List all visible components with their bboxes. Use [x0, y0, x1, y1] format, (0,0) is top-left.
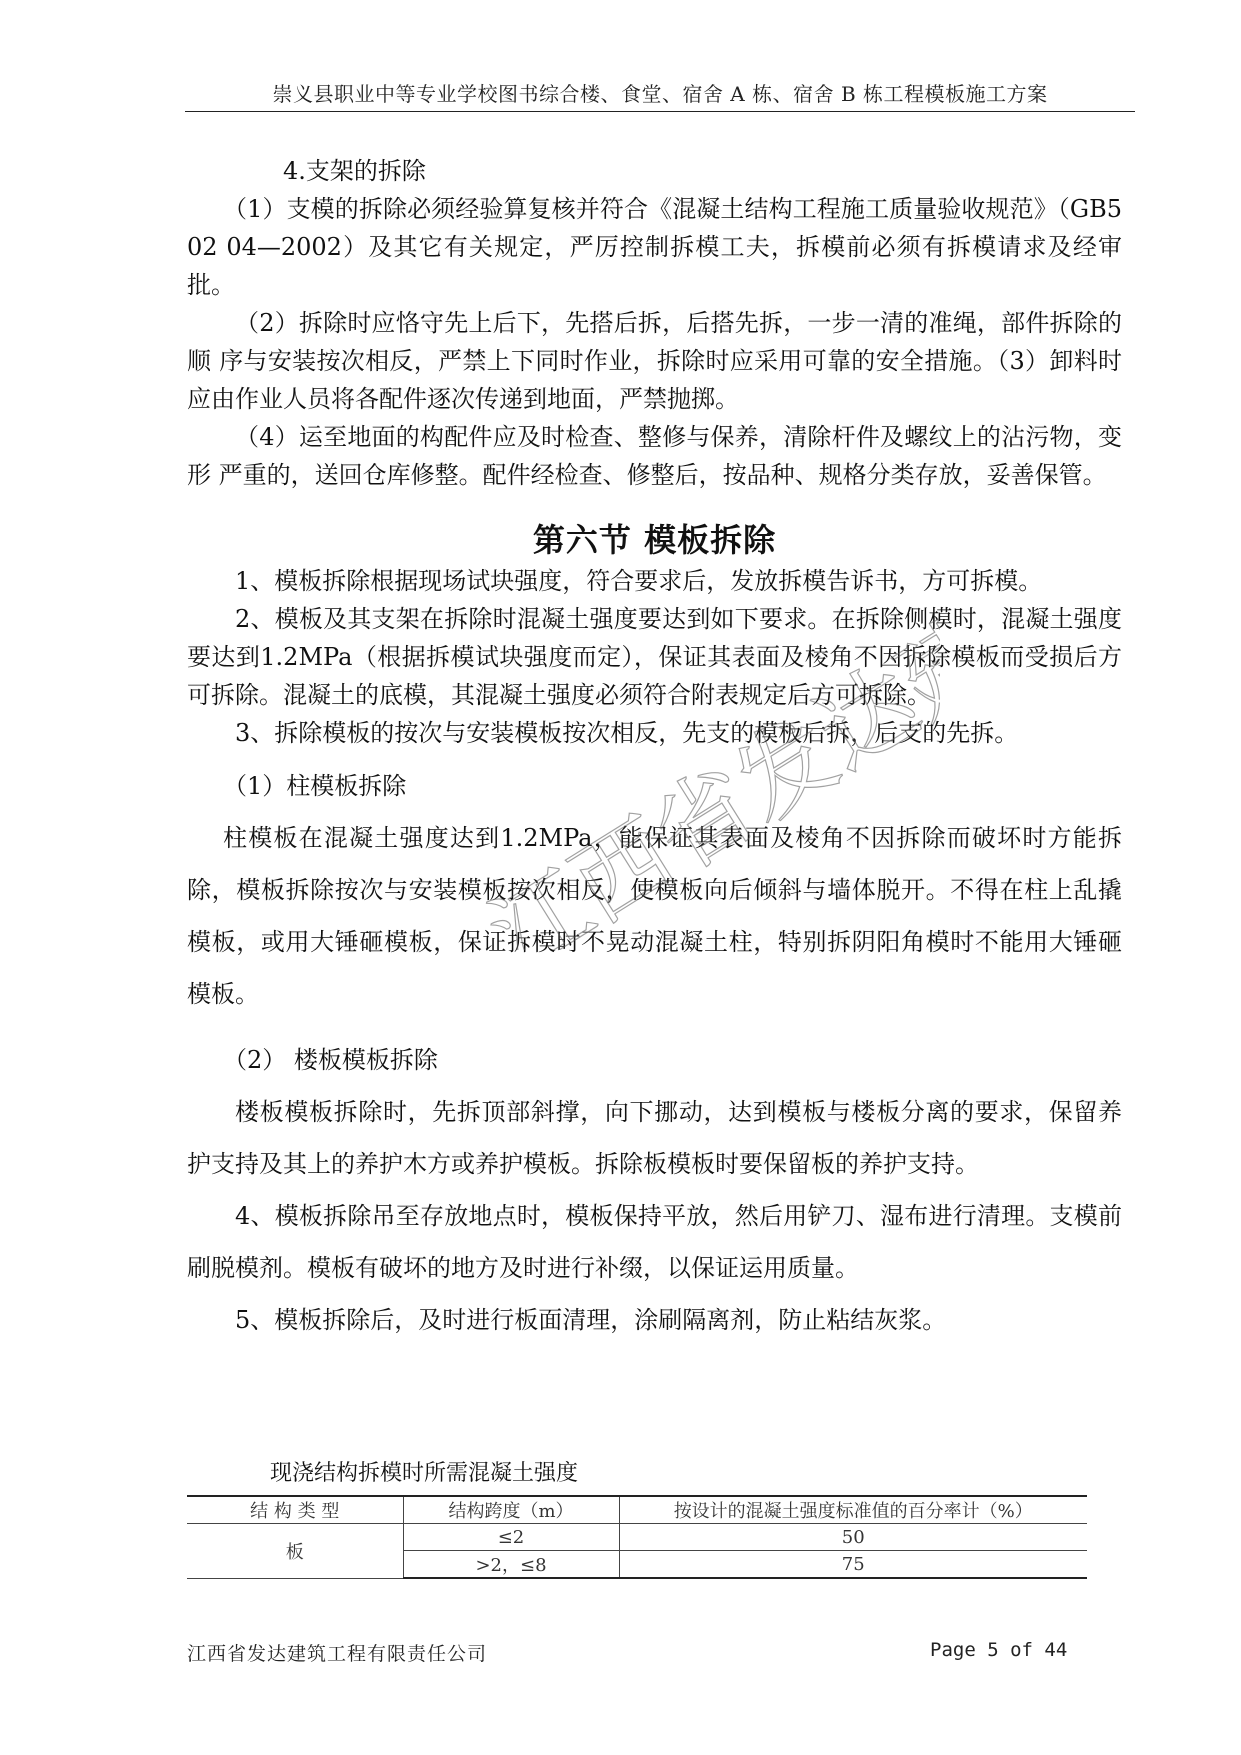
table-cell: ≤2 — [403, 1524, 619, 1551]
table-cell: >2，≤8 — [403, 1551, 619, 1579]
paragraph-3: （4）运至地面的构配件应及时检查、整修与保养，清除杆件及螺纹上的沾污物，变形 严重的，送回仓库修整。配件经检查、修整后，按品种、规格分类存放，妥善保管。 — [187, 423, 1122, 489]
slab-form-heading: （2） 楼板模板拆除 — [223, 1046, 438, 1074]
paragraph-2: （2）拆除时应恪守先上后下，先搭后拆，后搭先拆，一步一清的准绳，部件拆除的顺 序与安装按次相反，严禁上下同时作业，拆除时应采用可靠的安全措施。（3）卸料时应由作业人员将各配件逐次传递到地面，严禁抛掷。 — [187, 309, 1122, 413]
footer-company: 江西省发达建筑工程有限责任公司 — [187, 1643, 488, 1665]
page-header: 崇义县职业中等专业学校图书综合楼、食堂、宿舍 A 栋、宿舍 B 栋工程模板施工方案 — [272, 82, 1048, 106]
footer-page-number: Page 5 of 44 — [930, 1639, 1068, 1661]
table-header-cell: 按设计的混凝土强度标准值的百分率计（%） — [619, 1496, 1087, 1524]
paragraph-1: （1）支模的拆除必须经验算复核并符合《混凝土结构工程施工质量验收规范》（GB502 04—2002）及其它有关规定，严厉控制拆模工夫，拆模前必须有拆模请求及经审批。 — [187, 195, 1122, 299]
table-cell: 50 — [619, 1524, 1087, 1551]
slab-form-text: 楼板模板拆除时，先拆顶部斜撑，向下挪动，达到模板与楼板分离的要求，保留养护支持及其上的养护木方或养护模板。拆除板模板时要保留板的养护支持。 — [187, 1098, 1122, 1178]
table-row — [187, 1524, 1087, 1551]
table-cell: 75 — [619, 1551, 1087, 1579]
section-item-2: 2、模板及其支架在拆除时混凝土强度要达到如下要求。在拆除侧模时，混凝土强度要达到1.2MPa（根据拆模试块强度而定），保证其表面及棱角不因拆除模板而受损后方可拆除。混凝土的底模，其混凝土强度必须符合附表规定后方可拆除。 — [187, 605, 1122, 709]
section-item-4: 4、模板拆除吊至存放地点时，模板保持平放，然后用铲刀、湿布进行清理。支模前刷脱模剂。模板有破坏的地方及时进行补缀，以保证运用质量。 — [187, 1202, 1122, 1282]
table-header-cell: 结 构 类 型 — [187, 1496, 403, 1524]
section-item-1: 1、模板拆除根据现场试块强度，符合要求后，发放拆模告诉书，方可拆模。 — [235, 567, 1043, 595]
table-cell: 板 — [187, 1524, 403, 1579]
document-body — [187, 152, 1122, 1346]
section-item-5: 5、模板拆除后，及时进行板面清理，涂刷隔离剂，防止粘结灰浆。 — [235, 1306, 947, 1334]
table-header-cell: 结构跨度（m） — [403, 1496, 619, 1524]
table-caption: 现浇结构拆模时所需混凝土强度 — [270, 1461, 579, 1486]
strength-table — [187, 1495, 1087, 1579]
section-title: 第六节 模板拆除 — [532, 521, 777, 559]
subheading-support-removal: 4.支架的拆除 — [283, 157, 426, 185]
header-rule — [185, 111, 1135, 112]
column-form-text: 柱模板在混凝土强度达到1.2MPa，能保证其表面及棱角不因拆除而破坏时方能拆除，模板拆除按次与安装模板按次相反，使模板向后倾斜与墙体脱开。不得在柱上乱撬模板，或用大锤砸模板，保证拆模时不晃动混凝土柱，特别拆阴阳角模时不能用大锤砸模板。 — [187, 824, 1122, 1008]
column-form-heading: （1）柱模板拆除 — [223, 772, 407, 800]
watermark-text: 江西省发达建筑 — [471, 610, 940, 950]
table-header-row — [187, 1496, 1087, 1524]
section-item-3: 3、拆除模板的按次与安装模板按次相反，先支的模板后拆，后支的先拆。 — [235, 719, 1019, 747]
